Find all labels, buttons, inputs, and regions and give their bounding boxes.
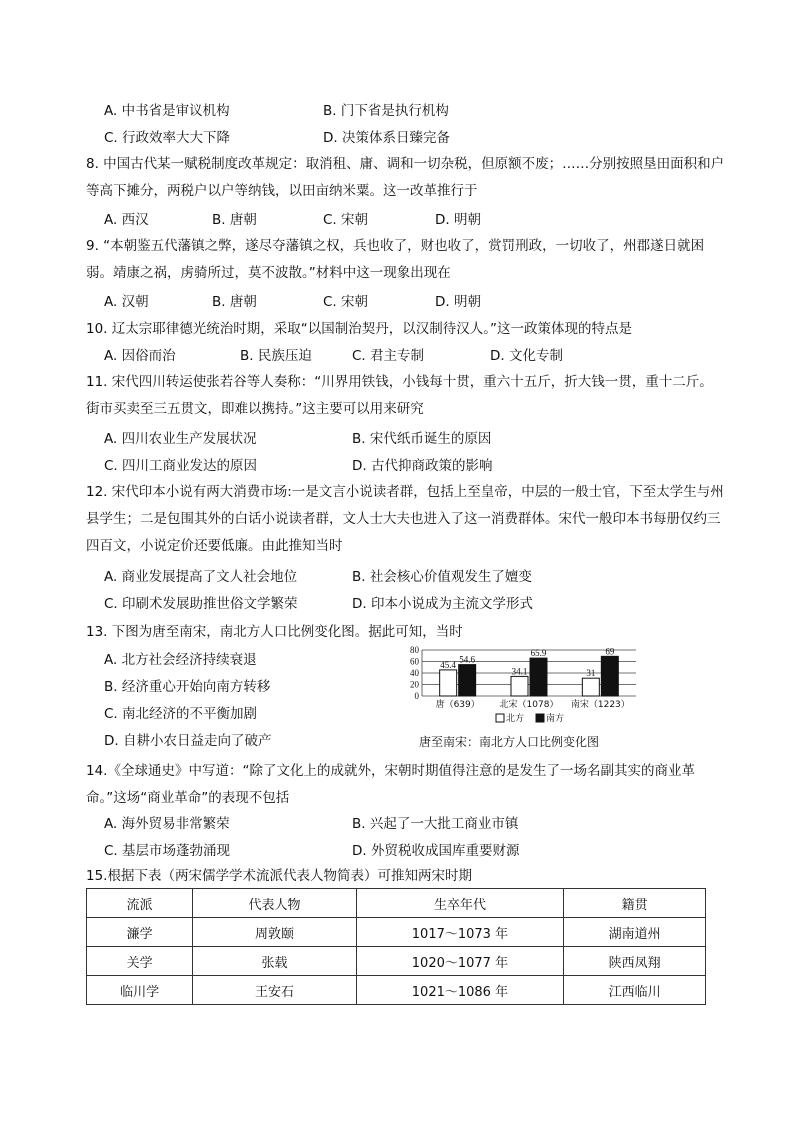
q13-option-a: A. 北方社会经济持续衰退 <box>104 652 257 668</box>
q11-stem: 11. 宋代四川转运使张若谷等人奏称：“川界用铁钱，小钱每十贯，重六十五斤，折大钱一贯，重十二斤。街市买卖至三五贯文，即难以携持。”这主要可以用来研究 <box>86 374 713 417</box>
y-tick-label: 0 <box>414 691 419 701</box>
data-label: 69 <box>605 646 615 657</box>
q13-option-c: C. 南北经济的不平衡加剧 <box>104 706 258 722</box>
q13-option-b: B. 经济重心开始向南方转移 <box>104 679 271 695</box>
data-label: 45.4 <box>440 659 457 670</box>
table-header: 代表人物 <box>193 889 357 918</box>
y-tick-label: 80 <box>410 645 419 655</box>
bar-north <box>440 670 457 696</box>
data-label: 34.1 <box>511 666 528 677</box>
q8-stem: 8. 中国古代某一赋税制度改革规定：取消租、庸、调和一切杂税，但原额不废；……分别按照垦田面积和户等高下摊分，两税户以户等纳钱，以田亩纳米粟。这一改革推行于 <box>86 156 725 199</box>
q14-stem: 14.《全球通史》中写道：“除了文化上的成就外，宋朝时期值得注意的是发生了一场名副其实的商业革命。”这场“商业革命”的表现不包括 <box>86 763 695 806</box>
q11-option-c: C. 四川工商业发达的原因 <box>104 458 258 474</box>
y-tick-label: 60 <box>410 656 419 667</box>
legend-swatch <box>496 714 504 722</box>
q9-stem: 9. “本朝鉴五代藩镇之弊，遂尽夺藩镇之权，兵也收了，财也收了，赏罚刑政，一切收了，州郡遂日就困弱。靖康之祸，虏骑所过，莫不波散。”材料中这一现象出现在 <box>86 238 705 281</box>
q14-option-b: B. 兴起了一大批工商业市镇 <box>352 816 519 832</box>
q12-option-b: B. 社会核心价值观发生了嬗变 <box>352 569 532 585</box>
table-row <box>87 976 706 1005</box>
table-cell: 濂学 <box>87 918 193 947</box>
table-cell: 湖南道州 <box>564 918 706 947</box>
table-cell: 1020～1077 年 <box>356 947 563 976</box>
x-tick-label: 北宋（1078） <box>499 700 559 710</box>
q9-option-b: B. 唐朝 <box>212 294 257 310</box>
bar-south <box>601 656 618 696</box>
table-cell: 张载 <box>193 947 357 976</box>
table-cell: 陕西凤翔 <box>564 947 706 976</box>
table-header-row <box>87 889 706 918</box>
q12-option-a: A. 商业发展提高了文人社会地位 <box>104 569 298 585</box>
table-header: 生卒年代 <box>356 889 563 918</box>
q10-stem: 10. 辽太宗耶律德光统治时期，采取“以国制治契丹，以汉制待汉人。”这一政策体现的特点是 <box>86 321 632 337</box>
y-tick-label: 40 <box>410 668 419 678</box>
q13-option-d: D. 自耕小农日益走向了破产 <box>104 733 272 749</box>
data-label: 54.6 <box>459 654 476 665</box>
bar-south <box>459 665 476 696</box>
q14-option-c: C. 基层市场蓬勃涌现 <box>104 843 231 859</box>
x-tick-label: 南宋（1223） <box>570 700 630 710</box>
table-cell: 周敦颐 <box>193 918 357 947</box>
q13-stem: 13. 下图为唐至南宋，南北方人口比例变化图。据此可知，当时 <box>86 624 463 640</box>
table-header: 流派 <box>87 889 193 918</box>
q8-option-d: D. 明朝 <box>435 212 481 228</box>
bar-south <box>530 658 547 696</box>
y-tick-label: 20 <box>410 679 419 690</box>
q10-option-a: A. 因俗而治 <box>104 348 176 364</box>
q12-option-c: C. 印刷术发展助推世俗文学繁荣 <box>104 596 298 612</box>
q10-option-d: D. 文化专制 <box>490 348 563 364</box>
q7-option-a: A. 中书省是审议机构 <box>104 103 230 119</box>
q12-stem: 12. 宋代印本小说有两大消费市场:一是文言小说读者群，包括上至皇帝，中层的一般士官，下至太学生与州县学生；二是包围其外的白话小说读者群，文人士大夫也进入了这一消费群体。宋代一般印本书每册仅约三四百文，小说定价还要低廉。由此推知当时 <box>86 484 724 554</box>
scholars-table <box>86 888 706 1005</box>
q9-option-a: A. 汉朝 <box>104 294 149 310</box>
q8-option-c: C. 宋朝 <box>323 212 369 228</box>
q8-option-a: A. 西汉 <box>104 212 149 228</box>
table-cell: 临川学 <box>87 976 193 1005</box>
data-label: 31 <box>586 668 596 679</box>
table-row <box>87 947 706 976</box>
q7-option-b: B. 门下省是执行机构 <box>323 103 449 119</box>
q10-option-c: C. 君主专制 <box>352 348 425 364</box>
legend-swatch <box>536 714 544 722</box>
x-tick-label: 唐（639） <box>435 700 480 710</box>
q10-option-b: B. 民族压迫 <box>240 348 312 364</box>
bar-north <box>511 676 528 696</box>
q14-option-d: D. 外贸税收成国库重要财源 <box>352 843 520 859</box>
table-cell: 1021～1086 年 <box>356 976 563 1005</box>
table-cell: 1017～1073 年 <box>356 918 563 947</box>
q11-option-a: A. 四川农业生产发展状况 <box>104 431 257 447</box>
population-chart-svg <box>400 642 640 732</box>
q14-option-a: A. 海外贸易非常繁荣 <box>104 816 230 832</box>
legend-label: 北方 <box>506 714 525 724</box>
q15-stem: 15.根据下表（两宋儒学学术流派代表人物简表）可推知两宋时期 <box>86 868 472 884</box>
q9-option-d: D. 明朝 <box>435 294 481 310</box>
q11-option-b: B. 宋代纸币诞生的原因 <box>352 431 492 447</box>
q7-option-c: C. 行政效率大大下降 <box>104 130 231 146</box>
table-cell: 关学 <box>87 947 193 976</box>
table-row <box>87 918 706 947</box>
q7-option-d: D. 决策体系日臻完备 <box>323 130 450 146</box>
table-header: 籍贯 <box>564 889 706 918</box>
legend-label: 南方 <box>546 714 565 724</box>
q8-option-b: B. 唐朝 <box>212 212 257 228</box>
q9-option-c: C. 宋朝 <box>323 294 369 310</box>
q12-option-d: D. 印本小说成为主流文学形式 <box>352 596 533 612</box>
table-cell: 王安石 <box>193 976 357 1005</box>
data-label: 65.9 <box>530 648 547 659</box>
table-cell: 江西临川 <box>564 976 706 1005</box>
bar-north <box>582 678 599 696</box>
chart-title: 唐至南宋：南北方人口比例变化图 <box>419 735 600 749</box>
q11-option-d: D. 古代抑商政策的影响 <box>352 458 493 474</box>
